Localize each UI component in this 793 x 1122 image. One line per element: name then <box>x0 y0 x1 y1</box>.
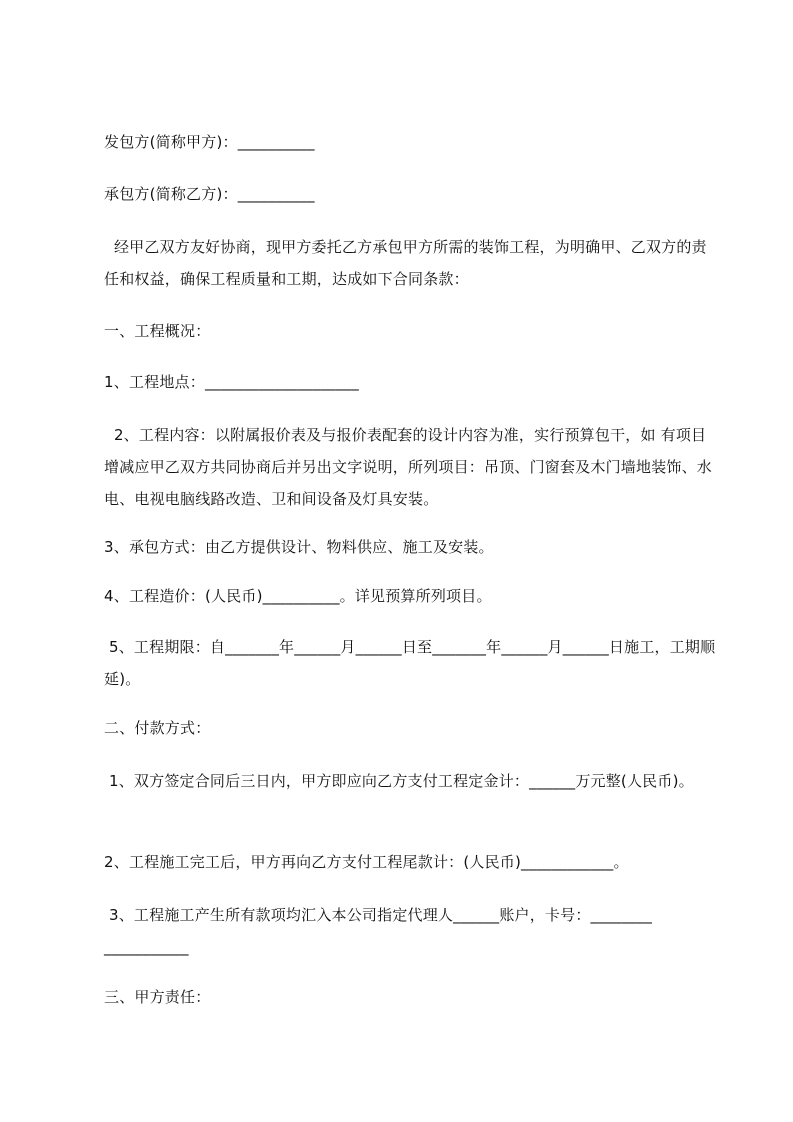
party-b-line: 承包方(简称乙方)：__________ <box>104 185 315 203</box>
intro-paragraph: 经甲乙双方友好协商，现甲方委托乙方承包甲方所需的装饰工程，为明确甲、乙双方的责任和权益，确保工程质量和工期，达成如下合同条款： <box>104 238 707 288</box>
section-2-heading: 二、付款方式： <box>104 719 211 737</box>
project-period: 5、工程期限：自_______年______月______日至_______年______月______日施工，工期顺延)。 <box>104 638 716 688</box>
contract-method: 3、承包方式：由乙方提供设计、物料供应、施工及安装。 <box>104 538 494 556</box>
project-location: 1、工程地点：____________________ <box>104 373 359 391</box>
section-3-heading: 三、甲方责任： <box>104 988 211 1006</box>
project-content: 2、工程内容：以附属报价表及与报价表配套的设计内容为准，实行预算包干，如 有项目增减应甲乙双方共同协商后并另出文字说明，所列项目：吊顶、门窗套及木门墙地装饰、水电、电视电脑线路改造、卫和间设备及灯具安装。 <box>104 426 713 508</box>
project-cost: 4、工程造价：(人民币)__________。详见预算所列项目。 <box>104 587 492 605</box>
section-1-heading: 一、工程概况： <box>104 322 211 340</box>
party-a-line: 发包方(简称甲方)：__________ <box>104 133 315 151</box>
payment-final: 2、工程施工完工后，甲方再向乙方支付工程尾款计：(人民币)____________。 <box>104 853 629 871</box>
payment-account: 3、工程施工产生所有款项均汇入本公司指定代理人______账户，卡号：________ ___________ <box>104 906 658 956</box>
payment-deposit: 1、双方签定合同后三日内，甲方即应向乙方支付工程定金计：______万元整(人民币)。 <box>104 772 694 790</box>
